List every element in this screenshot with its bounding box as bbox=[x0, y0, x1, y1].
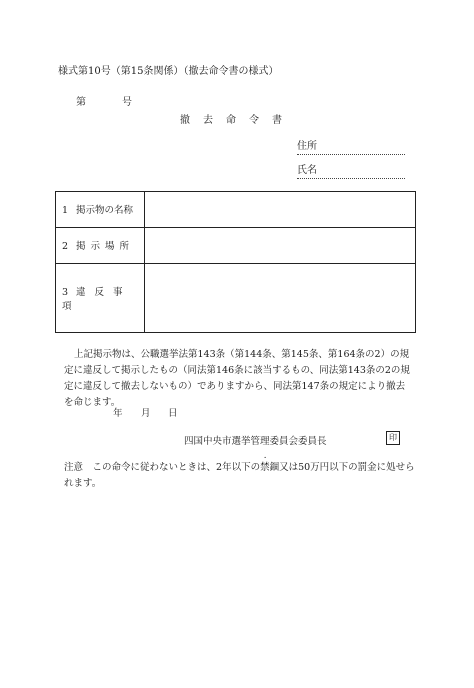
signboard-name-label: 掲示物の名称 bbox=[76, 205, 134, 217]
details-table bbox=[55, 191, 416, 333]
address-field bbox=[297, 137, 405, 155]
table-row bbox=[56, 227, 416, 263]
violation-label: 違反事項 bbox=[62, 286, 132, 312]
violation-value bbox=[145, 263, 416, 332]
row-label bbox=[56, 227, 145, 263]
name-field bbox=[297, 161, 405, 179]
row-label bbox=[56, 263, 145, 332]
notice-label: 注意 bbox=[64, 462, 84, 473]
document-number-suffix: 号 bbox=[122, 97, 132, 108]
form-number: 様式第10号（第15条関係）（撤去命令書の様式） bbox=[58, 66, 279, 77]
notice-text-after: 又は50万円以下の罰金に処せられます。 bbox=[64, 462, 415, 489]
date-day: 日 bbox=[168, 408, 178, 419]
notice-text-before: この命令に従わないときは、2年以下の bbox=[92, 462, 261, 473]
row-number: 1 bbox=[62, 205, 69, 217]
date-month: 月 bbox=[141, 408, 151, 419]
signboard-name-value bbox=[145, 192, 416, 228]
row-label bbox=[56, 192, 145, 228]
row-number: 2 bbox=[62, 241, 69, 253]
document-title: 撤去命令書 bbox=[180, 115, 295, 126]
seal-mark: 印 bbox=[386, 431, 400, 445]
notice-emphasis: ・ 禁錮 bbox=[260, 462, 279, 473]
table-row bbox=[56, 263, 416, 332]
location-value bbox=[145, 227, 416, 263]
table-row bbox=[56, 192, 416, 228]
order-body-text: 上記掲示物は、公職選挙法第143条（第144条、第145条、第164条の2）の規定に違反して掲示したもの（同法第146条に該当するもの、同法第143条の2の規定に違反して撤去しないもの）でありますから、同法第147条の規定により撤去を命じます。 bbox=[64, 349, 410, 408]
notice-text bbox=[64, 460, 424, 492]
row-number: 3 bbox=[62, 286, 69, 298]
document-number-prefix: 第 bbox=[76, 97, 86, 108]
location-label: 掲示場所 bbox=[76, 241, 135, 253]
name-label: 氏名 bbox=[297, 165, 317, 176]
address-label: 住所 bbox=[297, 141, 317, 152]
issuer-committee: 四国中央市選挙管理委員会委員長 bbox=[184, 436, 327, 447]
date-year: 年 bbox=[113, 408, 123, 419]
